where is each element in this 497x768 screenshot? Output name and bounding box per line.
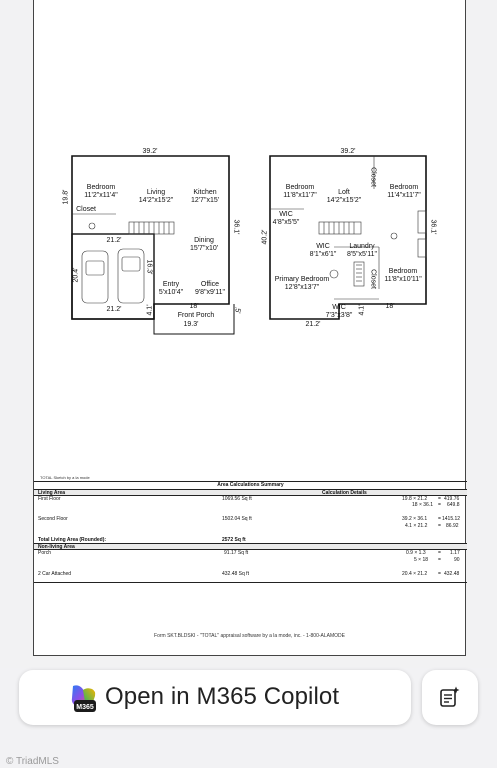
entry-dimension: 4.1' [146,304,154,316]
room-wic-2: WIC 8'1"x6'1" [309,243,337,258]
garage-right-dimension: 16.3' [145,259,153,275]
mls-watermark: © TriadMLS [6,756,59,767]
room-bedroom-first: Bedroom 11'2"x11'4" [84,184,118,199]
document-page [33,0,466,656]
first-floor-row-2: 18 × 36.1 = 649.8 [412,502,460,508]
area-calculations-summary [34,481,467,583]
form-footer: Form SKT.BLDSKI - "TOTAL" appraisal software by a la mode, inc. - 1-800-ALAMODE [154,633,345,639]
floor-plan-drawing [34,0,467,479]
room-entry: Entry 5'x10'4" [158,281,184,296]
m365-badge-text: M365 [76,704,94,711]
room-loft: Loft 14'2"x15'2" [326,189,362,204]
garage-bottom-dimension: 21.2' [106,306,122,313]
m365-copilot-icon [67,682,99,714]
notes-sparkle-icon [439,686,461,708]
notes-sparkle-button[interactable] [422,670,478,725]
room-closet-second-top: Closet [369,167,377,187]
room-bedroom-second-1: Bedroom 11'8"x11'7" [283,184,317,199]
first-floor-top-dimension: 39.2' [142,148,158,155]
sketch-credit: TOTAL Sketch by a la mode [40,475,90,480]
summary-header-row [34,489,467,496]
room-primary-bedroom: Primary Bedroom 12'8"x13'7" [274,276,330,291]
second-floor-bottom-dimension: 21.2' [305,321,321,328]
second-floor-left-dimension: 40.2' [261,229,269,245]
porch-top-dimension: 18' [189,303,199,310]
second-floor-right-bottom-dimension: 18' [385,303,395,310]
total-living-area-row: Total Living Area (Rounded): 2572 Sq ft [38,537,246,543]
second-floor-closet-dimension: 4.1' [358,304,366,316]
first-floor-right-dimension: 36.1' [232,219,240,235]
garage-row: 2 Car Attached 432.48 Sq ft 20.4 × 21.2 = 432.48 [38,571,460,577]
room-dining: Dining 15'7"x10' [189,237,219,252]
second-floor-top-dimension: 39.2' [340,148,356,155]
porch-right-dimension: .5' [233,306,241,314]
floor-plan-sketch [34,0,467,479]
room-closet-second-2: Closet [369,269,377,289]
room-office: Office 9'8"x9'11" [194,281,226,296]
room-bedroom-second-3: Bedroom 11'8"x10'11" [384,268,422,283]
garage-top-dimension: 21.2' [106,237,122,244]
garage-left-dimension: 20.4' [72,267,80,283]
room-living: Living 14'2"x15'2" [138,189,174,204]
porch-row: Porch 91.17 Sq ft 0.9 × 1.3 = 1.17 [38,550,460,556]
first-floor-row: First Floor 1069.56 Sq ft 19.8 × 21.2 = 419.76 [38,496,460,502]
first-floor-left-dimension: 19.8' [62,189,70,205]
room-kitchen: Kitchen 12'7"x15' [190,189,220,204]
room-closet-first: Closet [76,206,96,213]
room-bedroom-second-2: Bedroom 11'4"x11'7" [387,184,421,199]
room-wic-1: WIC 4'8"x5'5" [272,211,300,226]
room-laundry: Laundry 8'5"x5'11" [346,243,378,258]
second-floor-row-2: 4.1 × 21.2 = 86.92 [405,523,459,529]
porch-bottom-dimension: 19.3' [183,321,199,328]
non-living-area-header: Non-living Area [34,543,467,550]
second-floor-row: Second Floor 1502.04 Sq ft 39.2 × 36.1 = 1415.12 [38,516,461,522]
living-area-header: Living Area [38,490,66,496]
copilot-button-label: Open in M365 Copilot [105,683,340,710]
calculation-details-header: Calculation Details [322,490,367,496]
open-in-m365-copilot-button[interactable] [19,670,411,725]
room-wic-3: WIC 7'3"x3'8" [325,304,353,319]
porch-row-2: 5 × 18 = 90 [414,557,460,563]
room-front-porch: Front Porch [177,312,215,319]
second-floor-right-dimension: 36.1' [429,219,437,235]
summary-title: Area Calculations Summary [217,482,284,488]
